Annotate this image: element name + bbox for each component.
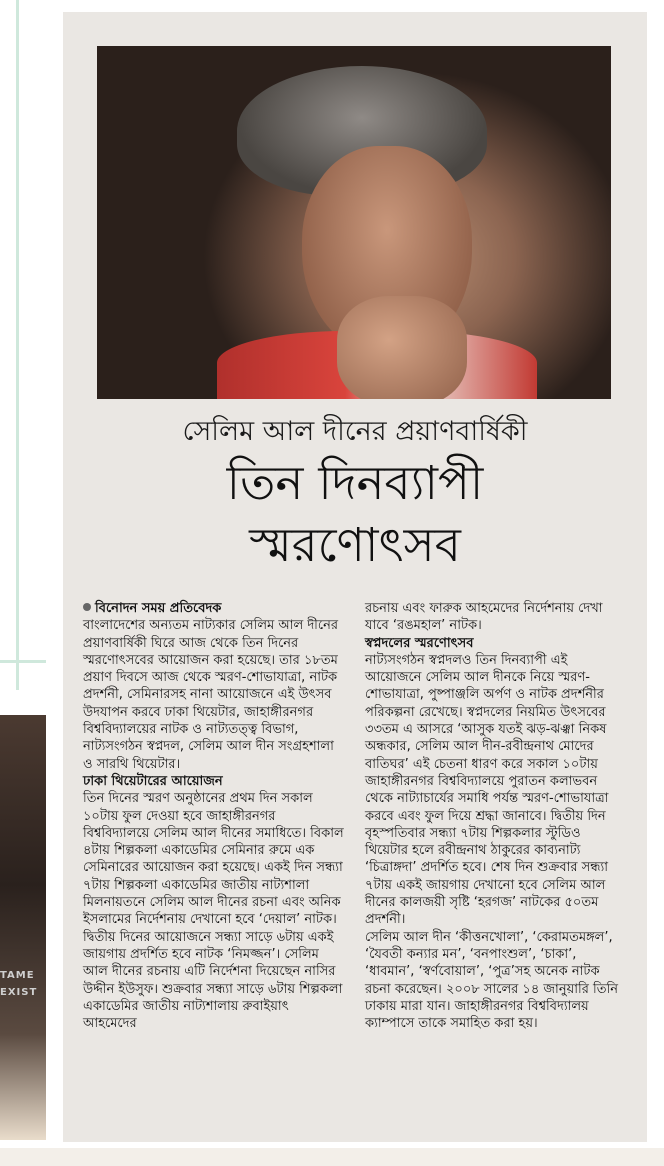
byline <box>83 600 345 617</box>
article-headline: তিন দিনব্যাপী স্মরণোৎসব <box>226 456 484 573</box>
byline-text: বিনোদন সময় প্রতিবেদক <box>95 601 222 616</box>
photo-hand-shape <box>337 296 467 399</box>
paragraph: তিন দিনের স্মরণ অনুষ্ঠানের প্রথম দিন সকাল ১০টায় ফুল দেওয়া হবে জাহাঙ্গীরনগর বিশ্ববিদ্যালয়ে সেলিম আল দীনের সমাধিতে। বিকাল ৪টায় শিল্পকলা একাডেমির সেমিনার রুমে এক সেমিনারের আয়োজন করা হয়েছে। একই দিন সন্ধ্যা ৭টায় শিল্পকলা একাডেমির জাতীয় নাট্যশালা মিলনায়তনে সেলিম আল দীনের রচনা এবং অনিক ইসলামের নির্দেশনায় দেখানো হবে ‘দেয়াল’ নাটক। দ্বিতীয় দিনের আয়োজনে সন্ধ্যা সাড়ে ৬টায় একই জায়গায় প্রদর্শিত হবে নাটক ‘নিমজ্জন’। সেলিম আল দীনের রচনায় এটি নির্দেশনা দিয়েছেন নাসির উদ্দীন ইউসুফ। শুক্রবার সন্ধ্যা সাড়ে ৬টায় শিল্পকলা একাডেমির জাতীয় নাট্যশালায় রুবাইয়াৎ আহমেদের <box>83 791 344 1032</box>
adjacent-photo-text-2: EXIST <box>0 987 38 998</box>
article-column-left <box>83 600 345 1032</box>
decorative-horizontal-line <box>0 660 46 663</box>
paragraph: সেলিম আল দীন ‘কীত্তনখোলা’, ‘কেরামতমঙ্গল’, ‘যৈবতী কন্যার মন’, ‘বনপাংশুল’, ‘চাকা’, ‘ধাবমান’, ‘স্বর্ণবোয়াল’, ‘পুত্র’সহ অনেক নাটক রচনা করেছেন। ২০০৮ সালের ১৪ জানুয়ারি তিনি ঢাকায় মারা যান। জাহাঙ্গীরনগর বিশ্ববিদ্যালয় ক্যাম্পাসে তাকে সমাহিত করা হয়। <box>365 929 618 1032</box>
article-column-right <box>365 600 621 1032</box>
adjacent-photo-text-1: TAME <box>0 970 35 981</box>
adjacent-article-photo <box>0 715 46 1140</box>
article-kicker: সেলিম আল দীনের প্রয়াণবার্ষিকী <box>182 416 528 447</box>
subheading: স্বপ্নদলের স্মরণোৎসব <box>365 635 474 651</box>
paragraph: নাট্যসংগঠন স্বপ্নদলও তিন দিনব্যাপী এই আয়োজনে সেলিম আল দীনকে নিয়ে স্মরণ-শোভাযাত্রা, পুষ্পাঞ্জলি অর্পণ ও নাটক প্রদর্শনীর পরিকল্পনা রেখেছে। স্বপ্নদলের নিয়মিত উৎসবের ৩৩তম এ আসরে ‘আসুক যতই ঝড়-ঝঞ্ঝা নিকষ অন্ধকার, সেলিম আল দীন-রবীন্দ্রনাথ মোদের বাতিঘর’ এই চেতনা ধারণ করে সকাল ১০টায় জাহাঙ্গীরনগর বিশ্ববিদ্যালয়ে পুরাতন কলাভবন থেকে নাট্যাচার্যের সমাধি পর্যন্ত স্মরণ-শোভাযাত্রা করবে এবং ফুল দিয়ে শ্রদ্ধা জানাবে। দ্বিতীয় দিন বৃহস্পতিবার সন্ধ্যা ৭টায় শিল্পকলার স্টুডিও থিয়েটার হলে রবীন্দ্রনাথ ঠাকুরের কাব্যনাট্য ‘চিত্রাঙ্গদা’ প্রদর্শিত হবে। শেষ দিন শুক্রবার সন্ধ্যা ৭টায় একই জায়গায় দেখানো হবে সেলিম আল দীনের কালজয়ী সৃষ্টি ‘হরগজ’ নাটকের ৫০তম প্রদর্শনী। <box>365 652 609 928</box>
bottom-strip <box>0 1148 664 1166</box>
subheading: ঢাকা থিয়েটারের আয়োজন <box>83 773 223 789</box>
paragraph: রচনায় এবং ফারুক আহমেদের নির্দেশনায় দেখা যাবে ‘রঙমহাল’ নাটক। <box>365 601 603 634</box>
decorative-vertical-line <box>16 0 19 690</box>
article-photo <box>97 46 611 399</box>
paragraph: বাংলাদেশের অন্যতম নাট্যকার সেলিম আল দীনের প্রয়াণবার্ষিকী ঘিরে আজ থেকে তিন দিনের স্মরণোৎসবের আয়োজন করা হয়েছে। তার ১৮তম প্রয়াণ দিবসে আজ থেকে স্মরণ-শোভাযাত্রা, নাটক প্রদর্শনী, সেমিনারসহ নানা আয়োজনে এই উৎসব উদযাপন করবে ঢাকা থিয়েটার, জাহাঙ্গীরনগর বিশ্ববিদ্যালয়ের নাটক ও নাট্যতত্ত্ব বিভাগ, নাট্যসংগঠন স্বপ্নদল, সেলিম আল দীন সংগ্রহশালা ও সারথি থিয়েটার। <box>83 618 339 772</box>
bullet-icon <box>83 603 91 611</box>
